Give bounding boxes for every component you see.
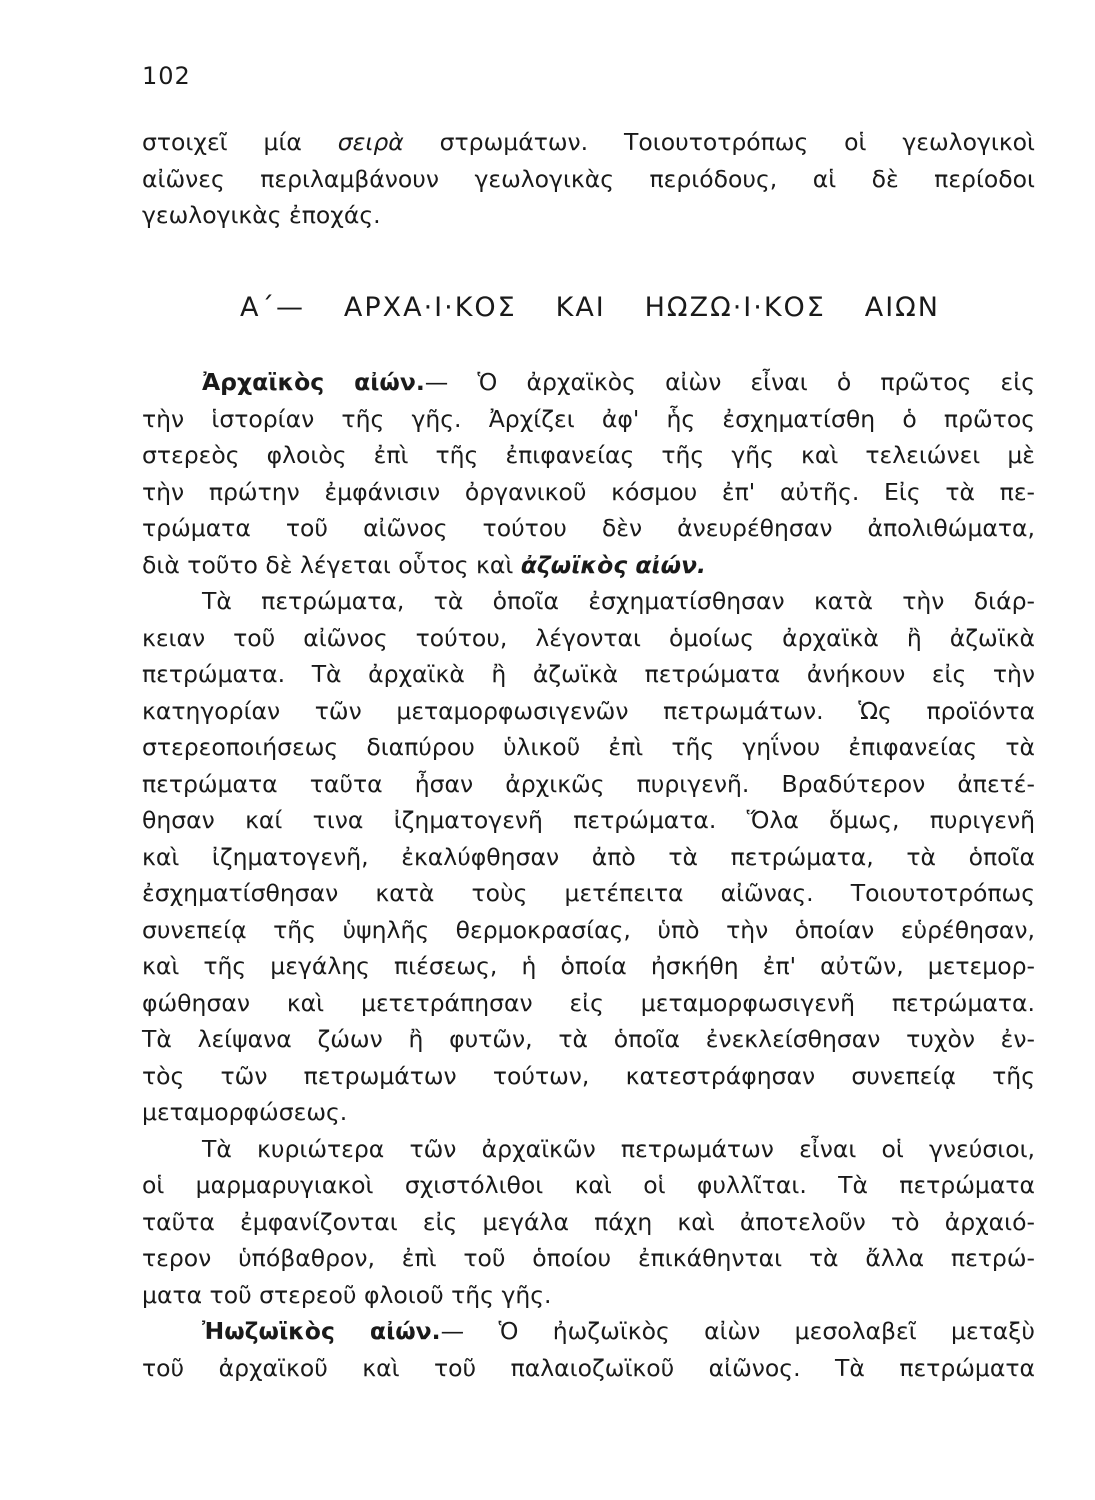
paragraph-2-line: καὶ ἰζηματογενῆ, ἐκαλύφθησαν ἀπὸ τὰ πετρώματα, τὰ ὁποῖα bbox=[142, 842, 1035, 871]
archaic-line: τὴν πρώτην ἐμφάνισιν ὀργανικοῦ κόσμου ἐπ' αὐτῆς. Εἰς τὰ πε- bbox=[142, 477, 1035, 506]
archaic-section bbox=[142, 364, 1035, 1386]
paragraph-2-line: μεταμορφώσεως. bbox=[142, 1098, 348, 1126]
paragraph-2-line: συνεπείᾳ τῆς ὑψηλῆς θερμοκρασίας, ὑπὸ τὴν ὁποίαν εὑρέθησαν, bbox=[142, 915, 1035, 944]
intro-line-1: στοιχεῖ μία σειρὰ στρωμάτων. Τοιουτοτρόπως οἱ γεωλογικοὶ bbox=[142, 128, 1036, 156]
paragraph-2-line: πετρώματα ταῦτα ἦσαν ἀρχικῶς πυριγενῆ. Βραδύτερον ἀπετέ- bbox=[142, 769, 1035, 798]
paragraph-3-line: Τὰ κυριώτερα τῶν ἀρχαϊκῶν πετρωμάτων εἶναι οἱ γνεύσιοι, bbox=[202, 1134, 1035, 1163]
paragraph-3-line: ταῦτα ἐμφανίζονται εἰς μεγάλα πάχη καὶ ἀποτελοῦν τὸ ἀρχαιό- bbox=[142, 1207, 1035, 1236]
paragraph-2-line: ἐσχηματίσθησαν κατὰ τοὺς μετέπειτα αἰῶνας. Τοιουτοτρόπως bbox=[142, 879, 1035, 907]
archaic-term: Ἀρχαϊκὸς αἰών. bbox=[202, 368, 425, 396]
paragraph-3-line: τερον ὑπόβαθρον, ἐπὶ τοῦ ὁποίου ἐπικάθηνται τὰ ἄλλα πετρώ- bbox=[142, 1244, 1035, 1272]
paragraph-2-line: θησαν καί τινα ἰζηματογενῆ πετρώματα. Ὅλα ὅμως, πυριγενῆ bbox=[142, 806, 1035, 834]
intro-line-3: γεωλογικὰς ἐποχάς. bbox=[142, 201, 381, 229]
intro-paragraph bbox=[142, 124, 1035, 234]
paragraph-2-line: φώθησαν καὶ μετετράπησαν εἰς μεταμορφωσιγενῆ πετρώματα. bbox=[142, 988, 1035, 1017]
paragraph-2-line: Τὰ λείψανα ζώων ἢ φυτῶν, τὰ ὁποῖα ἐνεκλείσθησαν τυχὸν ἐν- bbox=[142, 1025, 1035, 1053]
azoic-term: ἀζωϊκὸς αἰών. bbox=[520, 550, 706, 579]
archaic-line: στερεὸς φλοιὸς ἐπὶ τῆς ἐπιφανείας τῆς γῆς καὶ τελειώνει μὲ bbox=[142, 441, 1035, 469]
paragraph-2-line: τὸς τῶν πετρωμάτων τούτων, κατεστράφησαν συνεπείᾳ τῆς bbox=[142, 1061, 1035, 1090]
archaic-last-line: διὰ τοῦτο δὲ λέγεται οὗτος καὶ ἀζωϊκὸς αἰών. bbox=[142, 550, 706, 579]
intro-emphasis: σειρὰ bbox=[337, 128, 404, 156]
intro-line-2: αἰῶνες περιλαμβάνουν γεωλογικὰς περιόδους, αἱ δὲ περίοδοι bbox=[142, 164, 1035, 193]
paragraph-2-line: καὶ τῆς μεγάλης πιέσεως, ἡ ὁποία ἠσκήθη ἐπ' αὐτῶν, μετεμορ- bbox=[142, 952, 1035, 980]
paragraph-2-line: κειαν τοῦ αἰῶνος τούτου, λέγονται ὁμοίως ἀρχαϊκὰ ἢ ἀζωϊκὰ bbox=[142, 623, 1035, 652]
archaic-line: τὴν ἱστορίαν τῆς γῆς. Ἀρχίζει ἀφ' ἧς ἐσχηματίσθη ὁ πρῶτος bbox=[142, 404, 1035, 433]
paragraph-2-line: Τὰ πετρώματα, τὰ ὁποῖα ἐσχηματίσθησαν κατὰ τὴν διάρ- bbox=[202, 587, 1035, 615]
paragraph-3-line: οἱ μαρμαρυγιακοὶ σχιστόλιθοι καὶ οἱ φυλλῖται. Τὰ πετρώματα bbox=[142, 1171, 1035, 1199]
paragraph-3-line: ματα τοῦ στερεοῦ φλοιοῦ τῆς γῆς. bbox=[142, 1280, 552, 1309]
eozoic-line: τοῦ ἀρχαϊκοῦ καὶ τοῦ παλαιοζωϊκοῦ αἰῶνος. Τὰ πετρώματα bbox=[142, 1353, 1035, 1382]
page-number: 102 bbox=[142, 62, 191, 90]
section-heading: Α΄— ΑΡΧΑ·Ι·ΚΟΣ ΚΑΙ ΗΩΖΩ·Ι·ΚΟΣ ΑΙΩΝ bbox=[240, 292, 940, 323]
eozoic-first-line: Ἠωζωϊκὸς αἰών.— Ὁ ἠωζωϊκὸς αἰὼν μεσολαβεῖ μεταξὺ bbox=[202, 1317, 1036, 1345]
eozoic-term: Ἠωζωϊκὸς αἰών. bbox=[202, 1317, 441, 1345]
paragraph-2-line: στερεοποιήσεως διαπύρου ὑλικοῦ ἐπὶ τῆς γηΐνου ἐπιφανείας τὰ bbox=[142, 733, 1035, 761]
archaic-line: τρώματα τοῦ αἰῶνος τούτου δὲν ἀνευρέθησαν ἀπολιθώματα, bbox=[142, 514, 1035, 542]
archaic-first-line: Ἀρχαϊκὸς αἰών.— Ὁ ἀρχαϊκὸς αἰὼν εἶναι ὁ πρῶτος εἰς bbox=[202, 368, 1035, 396]
paragraph-2-line: κατηγορίαν τῶν μεταμορφωσιγενῶν πετρωμάτων. Ὡς προϊόντα bbox=[142, 696, 1035, 725]
paragraph-2-line: πετρώματα. Τὰ ἀρχαϊκὰ ἢ ἀζωϊκὰ πετρώματα ἀνήκουν εἰς τὴν bbox=[142, 660, 1035, 688]
